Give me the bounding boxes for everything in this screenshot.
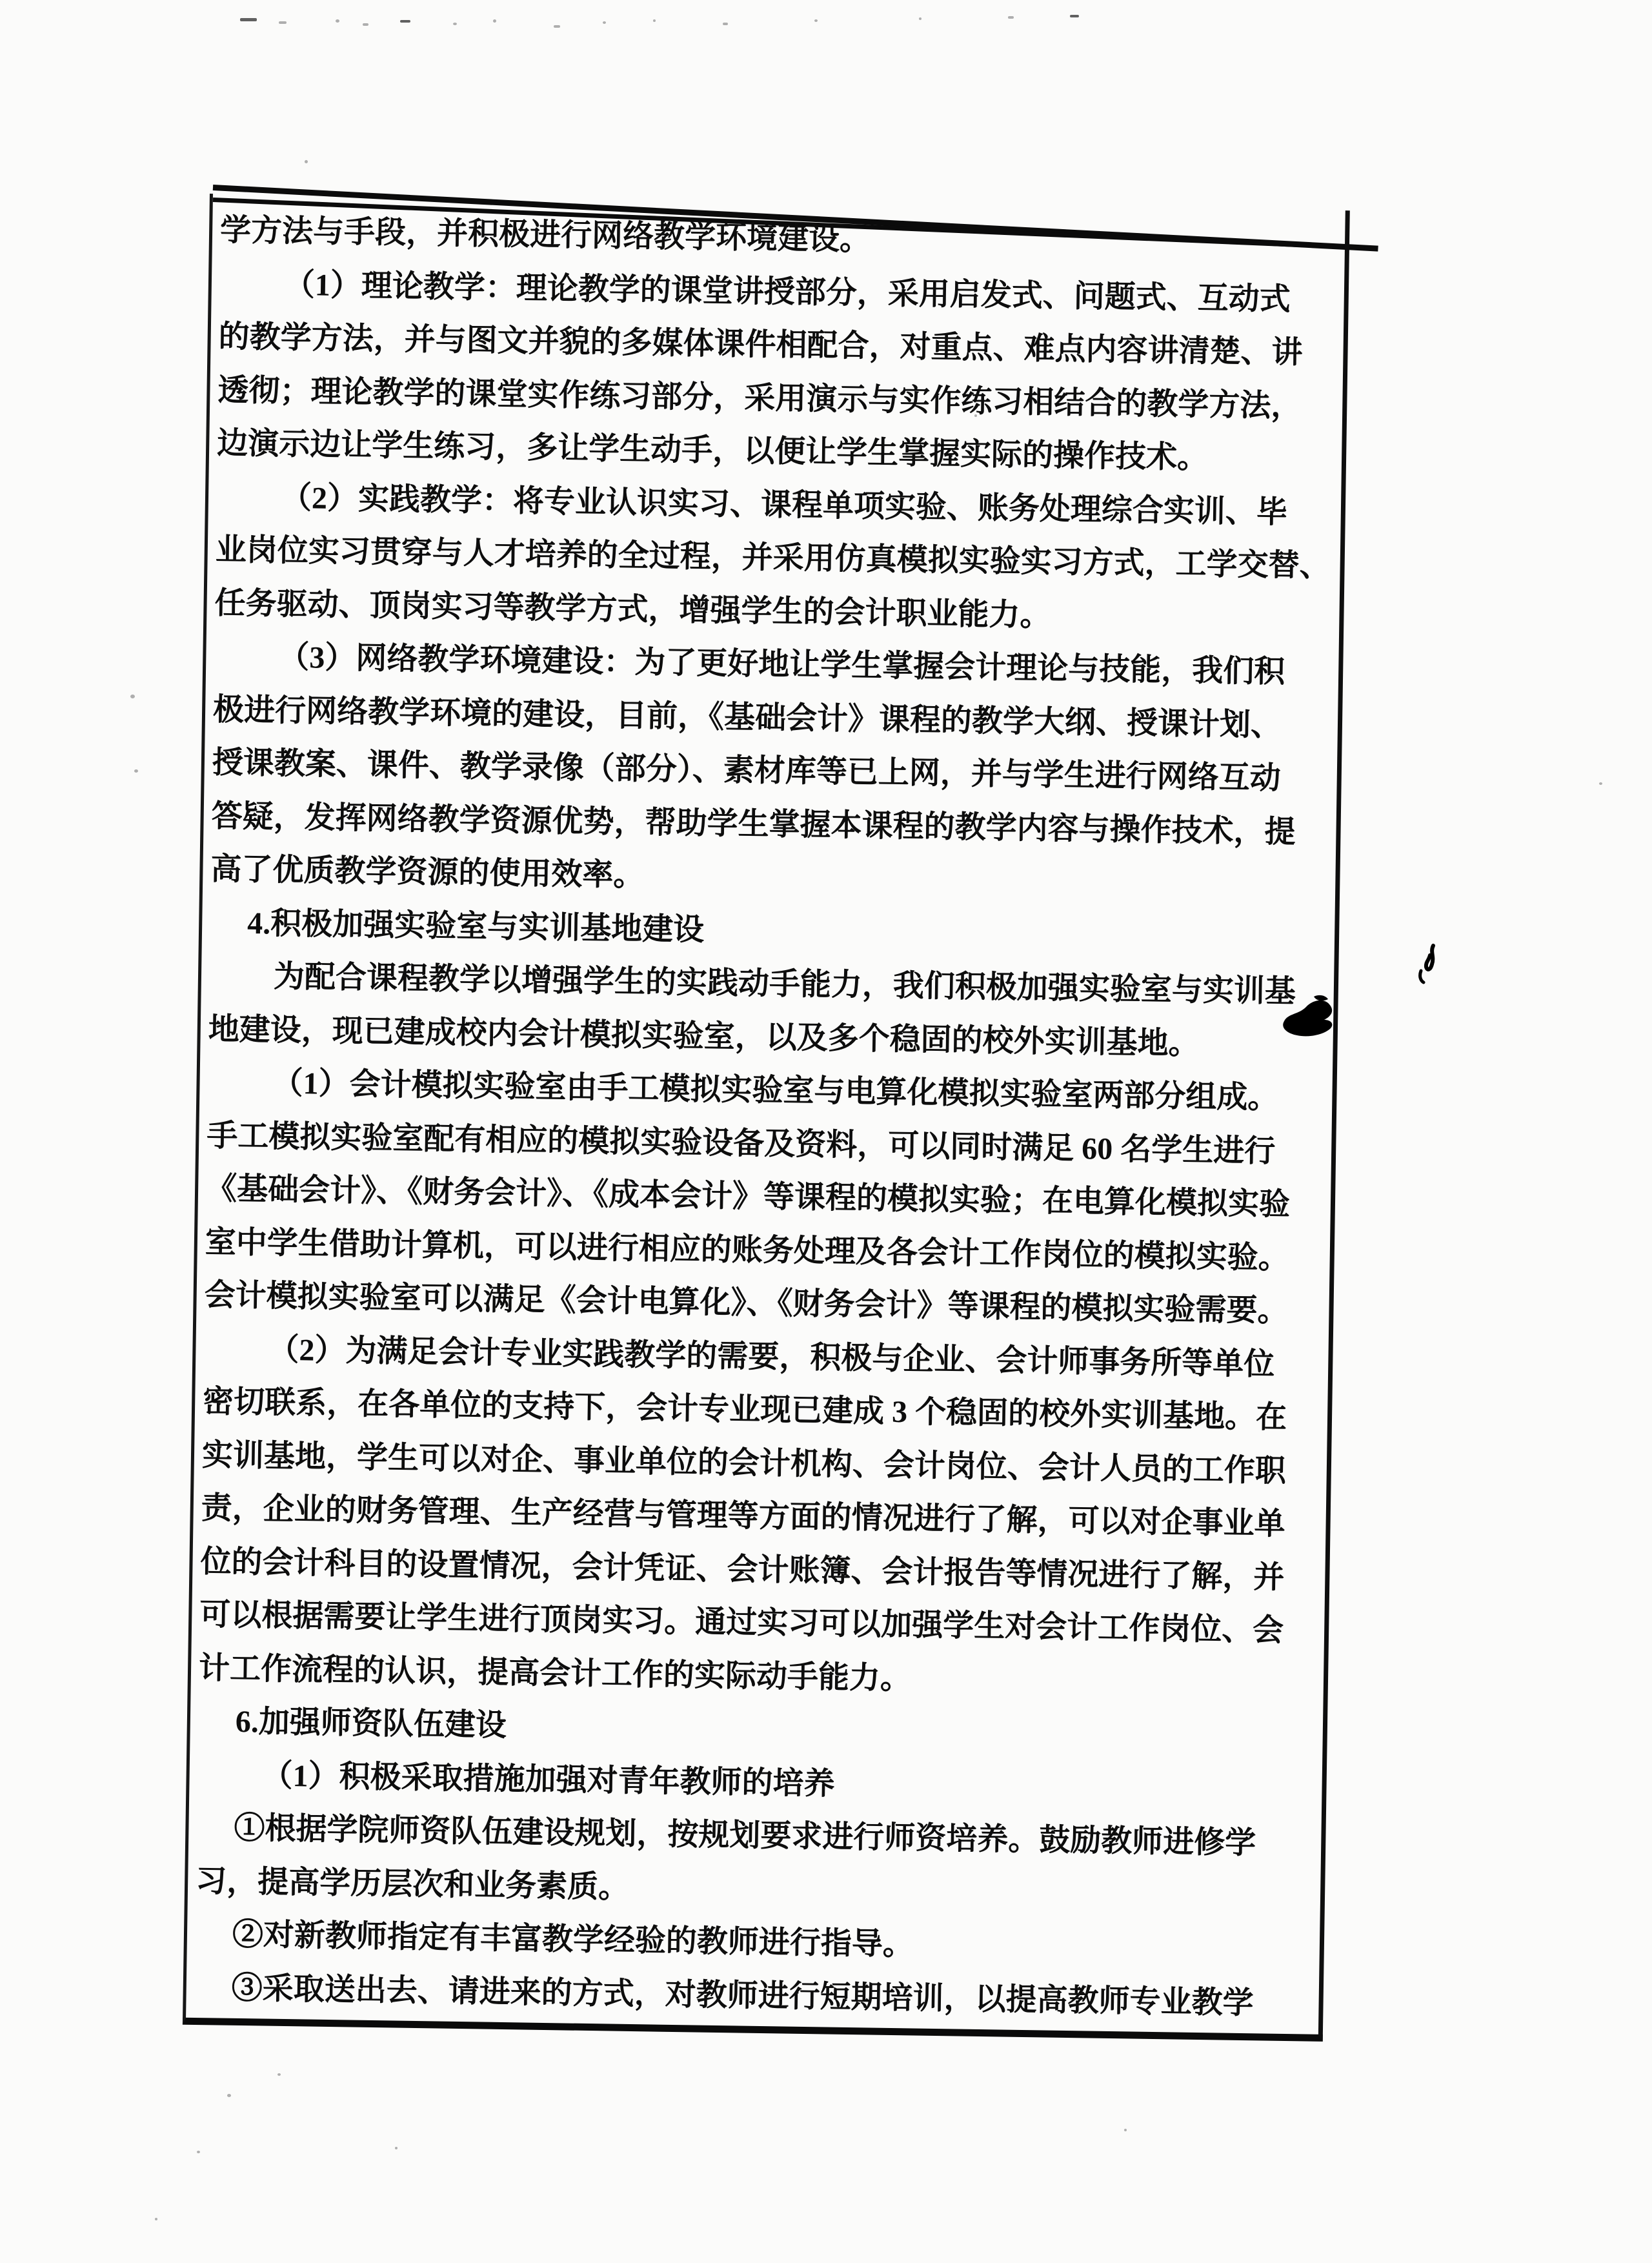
scan-speck: [134, 769, 138, 773]
text-line: （2）实践教学：将专业认识实习、课程单项实验、账务处理综合实训、毕: [280, 480, 1288, 530]
text-line: （3）网络教学环境建设：为了更好地让学生掌握会计理论与技能，我们积: [277, 640, 1285, 689]
text-line: 室中学生借助计算机，可以进行相应的账务处理及各会计工作岗位的模拟实验。: [205, 1224, 1290, 1275]
text-line: 学方法与手段，并积极进行网络教学环境建设。: [219, 213, 871, 258]
text-line: 6.加强师资队伍建设: [235, 1704, 507, 1743]
scan-speck: [155, 2218, 157, 2220]
text-line: 手工模拟实验室配有相应的模拟实验设备及资料，可以同时满足 60 名学生进行: [206, 1118, 1276, 1169]
pen-squiggle: [1415, 942, 1442, 986]
scan-speck: [453, 23, 457, 25]
text-line: （2）为满足会计专业实践教学的需要，积极与企业、会计师事务所等单位: [268, 1332, 1275, 1382]
scan-speck: [197, 2151, 200, 2153]
text-line: （1）理论教学：理论教学的课堂讲授部分，采用启发式、问题式、互动式: [283, 267, 1291, 317]
text-line: 的教学方法，并与图文并貌的多媒体课件相配合，对重点、难点内容讲清楚、讲: [218, 320, 1303, 370]
scan-speck: [130, 695, 135, 698]
table-cell: [183, 194, 1350, 2042]
scan-speck: [603, 21, 606, 24]
ink-smudge: [1276, 991, 1338, 1042]
text-line: ②对新教师指定有丰富教学经验的教师进行指导。: [232, 1917, 914, 1962]
text-line: 边演示边让学生练习，多让学生动手，以便让学生掌握实际的操作技术。: [216, 426, 1209, 475]
scan-speck: [493, 19, 496, 23]
text-line: 答疑，发挥网络教学资源优势，帮助学生掌握本课程的教学内容与操作技术，提: [211, 798, 1296, 849]
text-line: 任务驱动、顶岗实习等教学方式，增强学生的会计职业能力。: [214, 585, 1051, 633]
text-line: 《基础会计》、《财务会计》、《成本会计》等课程的模拟实验；在电算化模拟实验: [205, 1172, 1291, 1223]
scan-speck: [1124, 2129, 1127, 2131]
text-line: ③采取送出去、请进来的方式，对教师进行短期培训，以提高教师专业教学: [231, 1971, 1254, 2020]
text-line: 地建设，现已建成校内会计模拟实验室，以及多个稳固的校外实训基地。: [208, 1011, 1200, 1061]
text-line: 业岗位实习贯穿与人才培养的全过程，并采用仿真模拟实验实习方式，工学交替、: [215, 533, 1331, 584]
scan-speck: [305, 160, 308, 163]
scan-speck: [336, 19, 339, 23]
text-line: ①根据学院师资队伍建设规划，按规划要求进行师资培养。鼓励教师进修学: [234, 1811, 1256, 1861]
scan-speck: [1070, 15, 1079, 17]
text-line: 密切联系，在各单位的支持下，会计专业现已建成 3 个稳固的校外实训基地。在: [202, 1385, 1287, 1435]
scan-speck: [554, 25, 560, 28]
scan-speck: [279, 21, 287, 24]
scan-speck: [395, 2147, 398, 2149]
text-line: 4.积极加强实验室与实训基地建设: [247, 906, 705, 947]
text-line: 位的会计科目的设置情况，会计凭证、会计账簿、会计报告等情况进行了解，并: [200, 1544, 1285, 1595]
scan-speck: [723, 23, 728, 25]
text-line: 极进行网络教学环境的建设，目前，《基础会计》课程的教学大纲、授课计划、: [212, 692, 1282, 743]
scan-speck: [653, 19, 656, 22]
scan-speck: [400, 20, 410, 23]
scan-speck: [1599, 782, 1602, 785]
text-line: 高了优质教学资源的使用效率。: [210, 852, 645, 893]
text-line: （1）积极采取措施加强对青年教师的培养: [261, 1758, 835, 1801]
text-line: 为配合课程教学以增强学生的实践动手能力，我们积极加强实验室与实训基: [273, 959, 1296, 1010]
document-text: [194, 204, 1331, 2031]
text-line: 实训基地，学生可以对企、事业单位的会计机构、会计岗位、会计人员的工作职: [201, 1437, 1287, 1488]
scan-speck: [919, 17, 922, 20]
scan-speck: [227, 2094, 231, 2097]
text-line: （1）会计模拟实验室由手工模拟实验室与电算化模拟实验室两部分组成。: [272, 1066, 1279, 1115]
text-line: 透彻；理论教学的课堂实作练习部分，采用演示与实作练习相结合的教学方法，: [217, 372, 1302, 423]
scan-speck: [277, 2073, 281, 2076]
text-line: 授课教案、课件、教学录像（部分）、素材库等已上网，并与学生进行网络互动: [212, 746, 1282, 796]
scan-speck: [814, 19, 818, 22]
scan-speck: [363, 23, 368, 26]
text-line: 可以根据需要让学生进行顶岗实习。通过实习可以加强学生对会计工作岗位、会: [199, 1598, 1284, 1648]
scan-speck: [1008, 16, 1014, 19]
text-line: 计工作流程的认识，提高会计工作的实际动手能力。: [198, 1650, 912, 1696]
text-line: 习，提高学历层次和业务素质。: [195, 1863, 630, 1905]
scan-speck: [240, 18, 257, 21]
text-line: 责，企业的财务管理、生产经营与管理等方面的情况进行了解，可以对企事业单: [201, 1491, 1286, 1541]
text-line: 会计模拟实验室可以满足《会计电算化》、《财务会计》等课程的模拟实验需要。: [204, 1278, 1289, 1328]
